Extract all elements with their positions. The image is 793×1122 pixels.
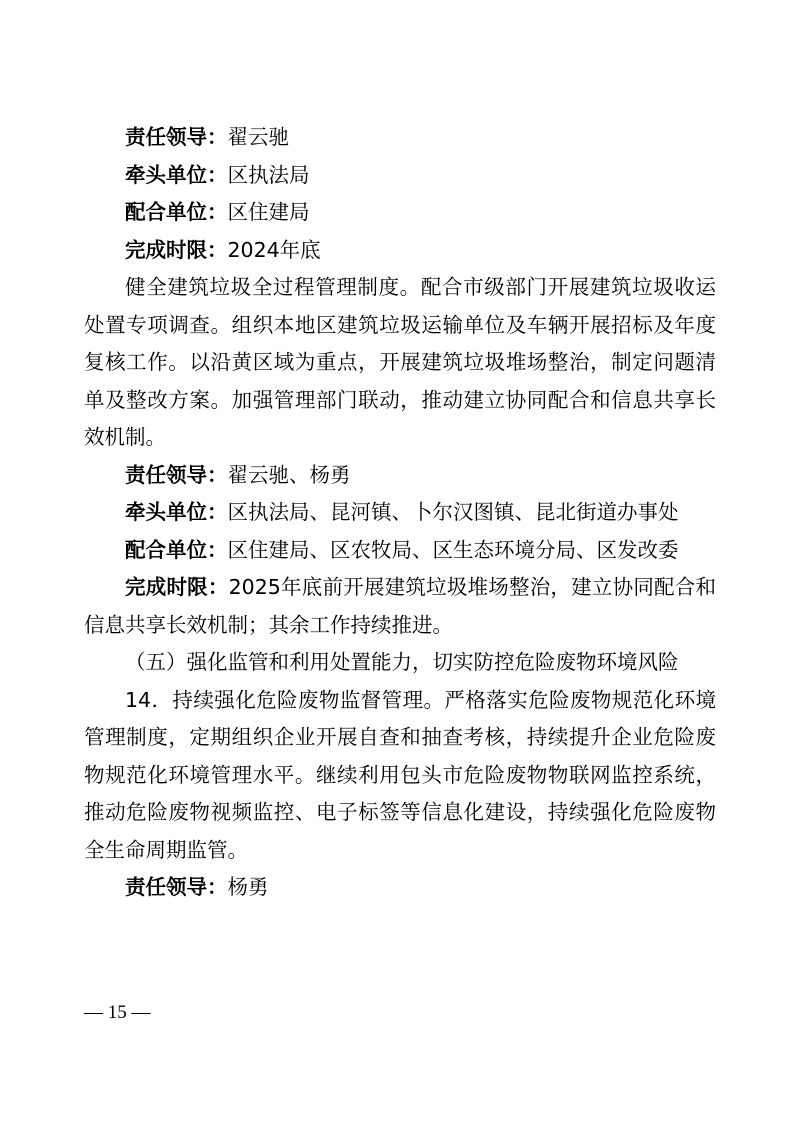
- field-value: 区住建局、区农牧局、区生态环境分局、区发改委: [227, 537, 679, 562]
- responsible-leader-line: [84, 869, 716, 907]
- page-number: — 15 —: [84, 1002, 151, 1023]
- field-label: 配合单位：: [125, 200, 228, 224]
- document-body: [84, 119, 716, 907]
- cooperating-unit-line: [84, 194, 716, 232]
- deadline-line: [84, 569, 716, 644]
- responsible-leader-line: [84, 119, 716, 157]
- field-value: 区住建局: [227, 200, 310, 224]
- field-label: 牵头单位：: [125, 162, 228, 187]
- lead-unit-line: [84, 157, 716, 195]
- deadline-line: [84, 232, 716, 270]
- field-value: 2024年底: [227, 237, 321, 262]
- field-value: 翟云驰、杨勇: [227, 462, 351, 487]
- field-value: 2025年底前开展建筑垃圾堆场整治，建立协同配合和信息共享长效机制；其余工作持续推进。: [84, 575, 717, 637]
- body-paragraph: 14．持续强化危险废物监督管理。严格落实危险废物规范化环境管理制度，定期组织企业开展自查和抽查考核，持续提升企业危险废物规范化环境管理水平。继续利用包头市危险废物物联网监控系统，推动危险废物视频监控、电子标签等信息化建设，持续强化危险废物全生命周期监管。: [84, 687, 716, 862]
- lead-unit-line: [84, 494, 716, 532]
- field-label: 完成时限：: [125, 237, 228, 262]
- field-label: 完成时限：: [125, 575, 229, 599]
- field-value: 区执法局: [227, 162, 310, 187]
- field-label: 责任领导：: [125, 462, 228, 487]
- responsible-leader-line: [84, 457, 716, 495]
- field-label: 配合单位：: [125, 537, 228, 562]
- field-label: 责任领导：: [125, 125, 228, 149]
- section-heading: （五）强化监管和利用处置能力，切实防控危险废物环境风险: [125, 650, 679, 674]
- field-label: 牵头单位：: [125, 500, 228, 524]
- body-paragraph: 健全建筑垃圾全过程管理制度。配合市级部门开展建筑垃圾收运处置专项调查。组织本地区建筑垃圾运输单位及车辆开展招标及年度复核工作。以沿黄区域为重点，开展建筑垃圾堆场整治，制定问题清单及整改方案。加强管理部门联动，推动建立协同配合和信息共享长效机制。: [84, 275, 716, 449]
- field-value: 翟云驰: [227, 125, 289, 149]
- cooperating-unit-line: [84, 532, 716, 570]
- field-label: 责任领导：: [125, 875, 228, 899]
- field-value: 区执法局、昆河镇、卜尔汉图镇、昆北街道办事处: [227, 500, 679, 524]
- field-value: 杨勇: [227, 875, 269, 899]
